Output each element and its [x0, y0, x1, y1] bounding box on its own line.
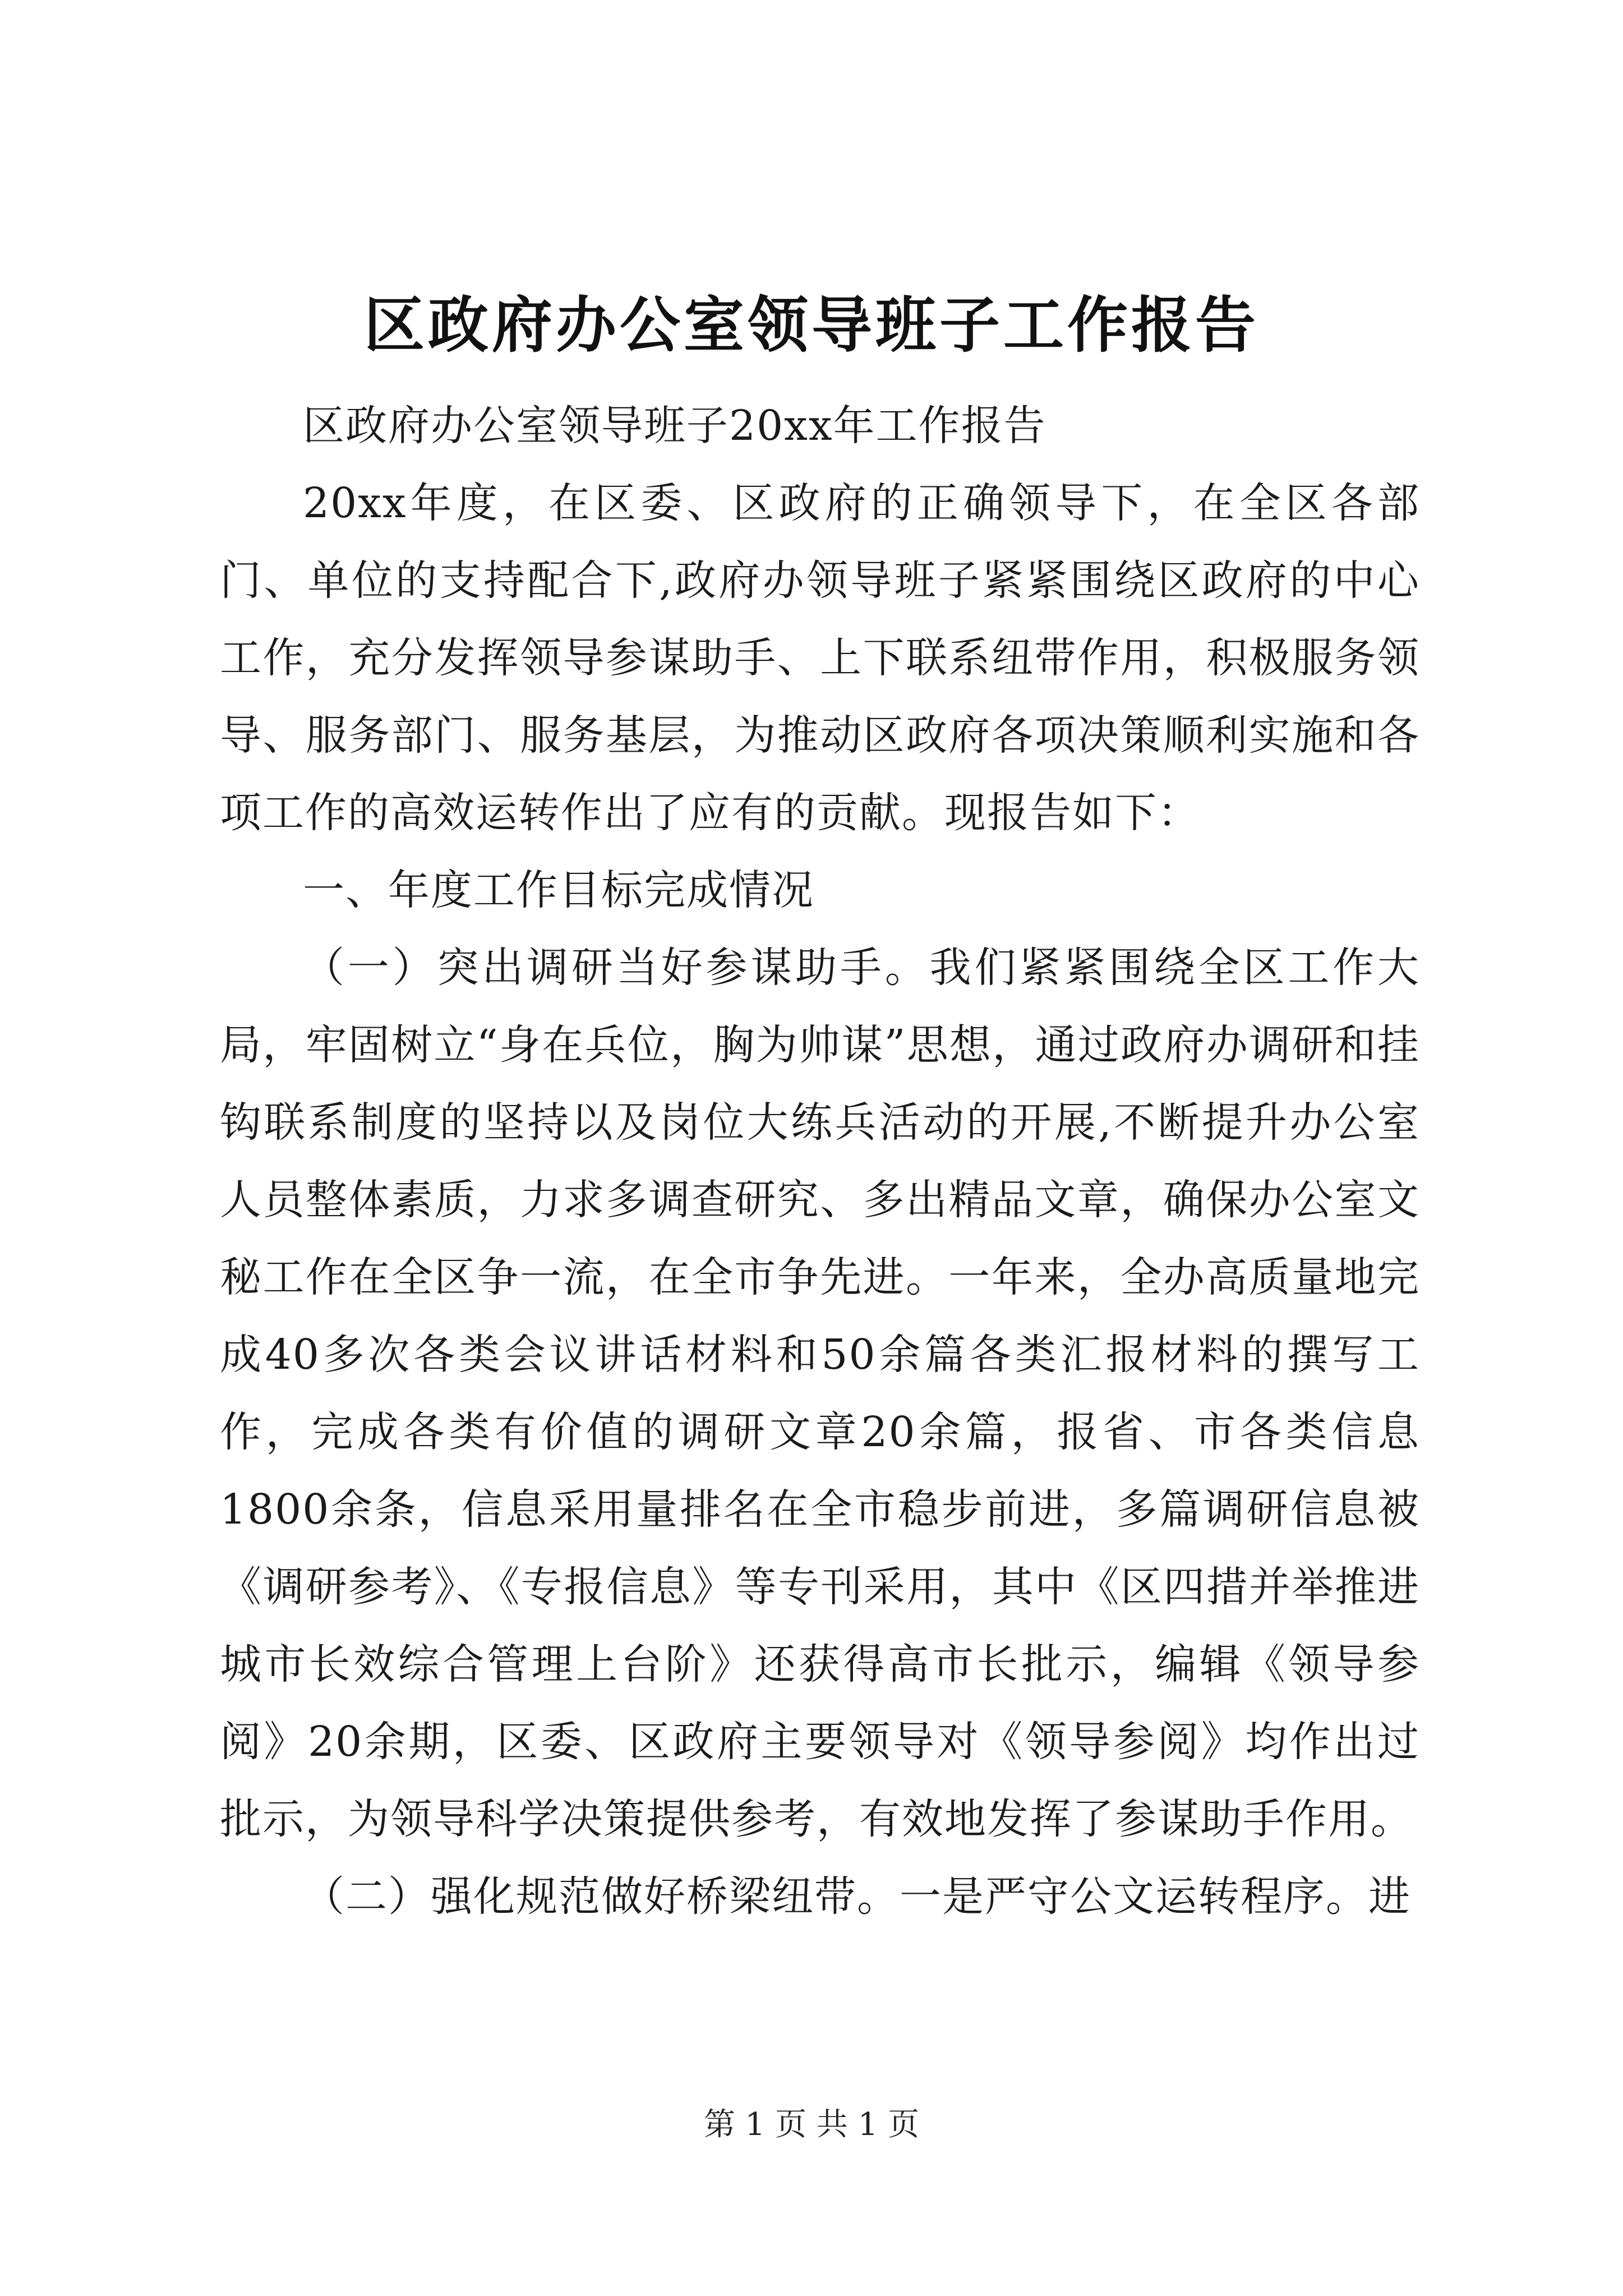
page-number-footer: 第 1 页 共 1 页	[703, 2106, 920, 2143]
document-title: 区政府办公室领导班子工作报告	[363, 290, 1259, 361]
document-body	[220, 387, 1420, 1935]
paragraph-intro: 20xx年度，在区委、区政府的正确领导下，在全区各部门、单位的支持配合下,政府办领导班子紧紧围绕区政府的中心工作，充分发挥领导参谋助手、上下联系纽带作用，积极服务领导、服务部门、服务基层，为推动区政府各项决策顺利实施和各项工作的高效运转作出了应有的贡献。现报告如下：	[220, 479, 1420, 837]
paragraph-subtitle: 区政府办公室领导班子20xx年工作报告	[303, 402, 1046, 450]
paragraph-section-1-2: （二）强化规范做好桥梁纽带。一是严守公文运转程序。进	[303, 1872, 1411, 1921]
section-heading-1: 一、年度工作目标完成情况	[303, 866, 814, 914]
paragraph-section-1-1: （一）突出调研当好参谋助手。我们紧紧围绕全区工作大局，牢固树立“身在兵位，胸为帅谋”思想，通过政府办调研和挂钩联系制度的坚持以及岗位大练兵活动的开展,不断提升办公室人员整体素质，力求多调查研究、多出精品文章，确保办公室文秘工作在全区争一流，在全市争先进。一年来，全办高质量地完成40多次各类会议讲话材料和50余篇各类汇报材料的撰写工作，完成各类有价值的调研文章20余篇，报省、市各类信息1800余条，信息采用量排名在全市稳步前进，多篇调研信息被《调研参考》、《专报信息》等专刊采用，其中《区四措并举推进城市长效综合管理上台阶》还获得高市长批示，编辑《领导参阅》20余期，区委、区政府主要领导对《领导参阅》均作出过批示，为领导科学决策提供参考，有效地发挥了参谋助手作用。	[220, 944, 1420, 1843]
